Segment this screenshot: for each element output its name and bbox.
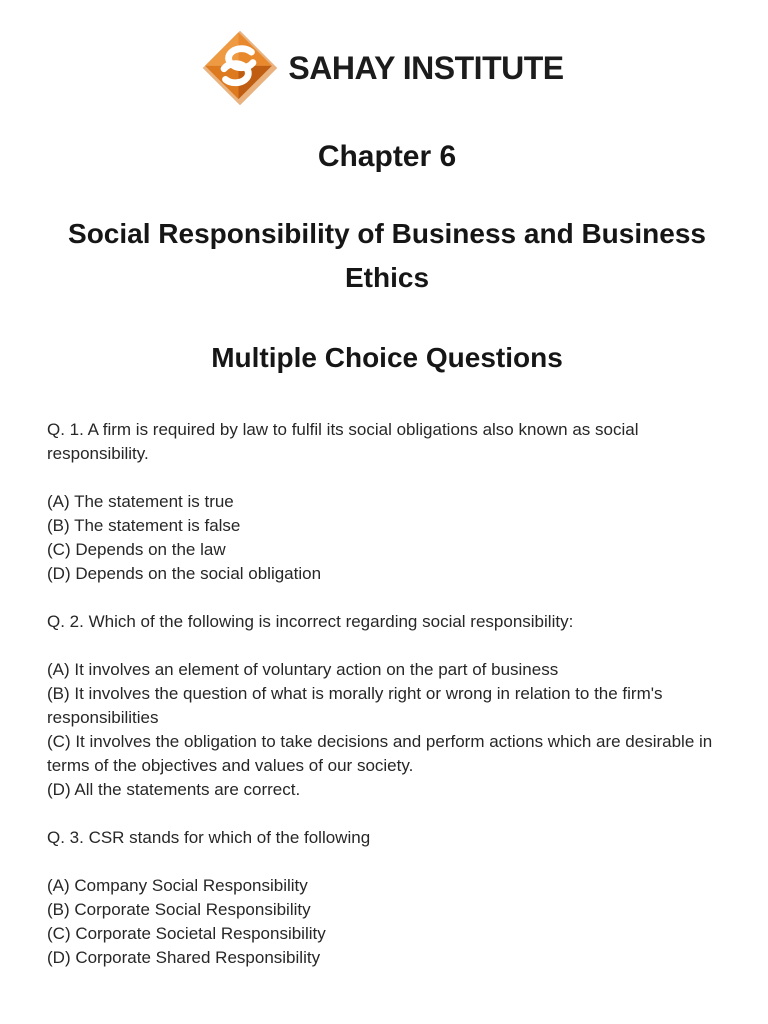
sahay-institute-logo bbox=[200, 30, 280, 106]
questions-list bbox=[47, 418, 727, 970]
option-line: (B) It involves the question of what is morally right or wrong in relation to the firm's responsibilities bbox=[47, 684, 663, 728]
question-text: Q. 2. Which of the following is incorrect regarding social responsibility: bbox=[47, 612, 574, 632]
brand-header bbox=[47, 30, 717, 106]
option-line: (B) The statement is false bbox=[47, 516, 241, 536]
question-text: Q. 3. CSR stands for which of the following bbox=[47, 828, 371, 848]
option-line: (A) The statement is true bbox=[47, 492, 234, 512]
option-line: (A) It involves an element of voluntary action on the part of business bbox=[47, 660, 559, 680]
option-line: (C) It involves the obligation to take decisions and perform actions which are desirable in terms of the objectives and values of our society. bbox=[47, 732, 713, 776]
option-line: (D) Corporate Shared Responsibility bbox=[47, 948, 321, 968]
question-block bbox=[47, 418, 727, 586]
option-line: (B) Corporate Social Responsibility bbox=[47, 900, 311, 920]
subject-title: Social Responsibility of Business and Business Ethics bbox=[68, 218, 706, 294]
chapter-title: Chapter 6 bbox=[317, 140, 457, 173]
brand-name: SAHAY INSTITUTE bbox=[288, 49, 564, 86]
option-line: (D) Depends on the social obligation bbox=[47, 564, 322, 584]
question-block bbox=[47, 610, 727, 802]
option-line: (D) All the statements are correct. bbox=[47, 780, 301, 800]
option-line: (C) Depends on the law bbox=[47, 540, 226, 560]
section-title: Multiple Choice Questions bbox=[211, 342, 563, 374]
question-block bbox=[47, 826, 727, 970]
option-line: (C) Corporate Societal Responsibility bbox=[47, 924, 326, 944]
question-text: Q. 1. A firm is required by law to fulfil its social obligations also known as social responsibility. bbox=[47, 420, 639, 464]
option-line: (A) Company Social Responsibility bbox=[47, 876, 308, 896]
